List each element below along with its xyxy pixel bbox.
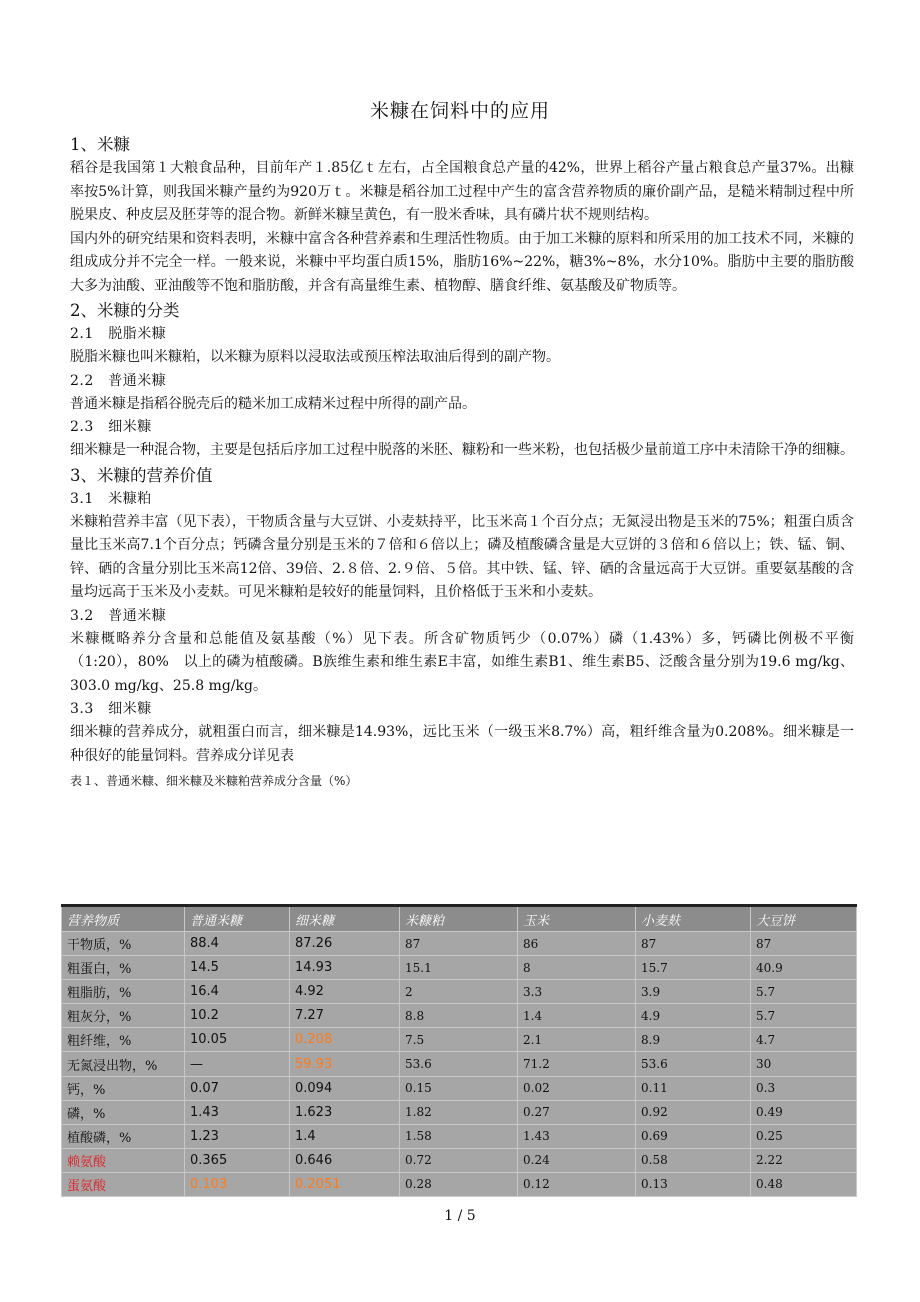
table-cell: 0.094	[290, 1076, 400, 1100]
table-cell: 1.4	[290, 1124, 400, 1148]
table-cell: 0.15	[400, 1076, 518, 1100]
section-2-2-heading: 2.2 普通米糠	[70, 372, 167, 389]
table-cell: 2.1	[518, 1028, 636, 1052]
table-cell: 10.2	[185, 1004, 290, 1028]
row-label: 磷，%	[62, 1100, 185, 1124]
section-3-2-text: 米糠概略养分含量和总能值及氨基酸（%）见下表。所含矿物质钙少（0.07%）磷（1.43%）多，钙磷比例极不平衡（1:20），80% 以上的磷为植酸磷。B族维生素和维生素E丰富，如维生素B1、维生素B5、泛酸含量分别为19.6 mg/kg、303.0 mg/kg、25.8 mg/kg。	[70, 630, 854, 694]
section-2-1-heading: 2.1 脱脂米糠	[70, 326, 167, 342]
table-cell: 0.48	[751, 1172, 857, 1196]
section-3-1-heading: 3.1 米糠粕	[70, 490, 152, 507]
table-caption: 表１、普通米糠、细米糠及米糠粕营养成分含量（%）	[70, 774, 358, 788]
section-2-3-text: 细米糠是一种混合物，主要是包括后序加工过程中脱落的米胚、糠粉和一些米粉，也包括极少量前道工序中未清除干净的细糠。	[70, 442, 854, 458]
table-cell: 0.49	[751, 1100, 857, 1124]
table-cell: 0.25	[751, 1124, 857, 1148]
table-cell: 14.93	[290, 956, 400, 980]
table-cell: 4.7	[751, 1028, 857, 1052]
table-cell: 1.58	[400, 1124, 518, 1148]
table-row	[62, 1052, 857, 1076]
table-row	[62, 980, 857, 1004]
table-row	[62, 932, 857, 956]
table-cell: 14.5	[185, 956, 290, 980]
row-label: 粗蛋白，%	[62, 956, 185, 980]
row-label: 钙，%	[62, 1076, 185, 1100]
table-header-cell: 普通米糠	[185, 906, 290, 932]
table-cell-highlight: 59.93	[290, 1052, 400, 1076]
table-cell: 0.365	[185, 1148, 290, 1172]
table-cell: 1.43	[518, 1124, 636, 1148]
table-cell: 1.623	[290, 1100, 400, 1124]
table-cell: 5.7	[751, 1004, 857, 1028]
section-1-heading: 1、米糠	[70, 135, 130, 154]
row-label-highlight: 赖氨酸	[62, 1148, 185, 1172]
table-cell: 10.05	[185, 1028, 290, 1052]
table-cell: 4.9	[636, 1004, 751, 1028]
table-cell: 7.27	[290, 1004, 400, 1028]
table-cell: 1.43	[185, 1100, 290, 1124]
table-cell: 8	[518, 956, 636, 980]
table-cell: 87	[400, 932, 518, 956]
table-cell: 87	[751, 932, 857, 956]
page-indicator: 1 / 5	[444, 1208, 476, 1224]
table-row	[62, 1172, 857, 1196]
table-cell: 5.7	[751, 980, 857, 1004]
table-cell: —	[185, 1052, 290, 1076]
table-cell: 0.11	[636, 1076, 751, 1100]
table-header-cell: 玉米	[518, 906, 636, 932]
section-2-heading: 2、米糠的分类	[70, 301, 180, 320]
table-cell: 3.9	[636, 980, 751, 1004]
section-1-paragraph-2: 国内外的研究结果和资料表明，米糠中富含各种营养素和生理活性物质。由于加工米糠的原料和所采用的加工技术不同，米糠的组成成分并不完全一样。一般来说，米糠中平均蛋白质15%，脂肪16%~22%，糖3%~8%，水分10%。脂肪中主要的脂肪酸大多为油酸、亚油酸等不饱和脂肪酸，并含有高量维生素、植物醇、膳食纤维、氨基酸及矿物质等。	[70, 230, 854, 294]
table-header-cell: 营养物质	[62, 906, 185, 932]
table-header-cell: 大豆饼	[751, 906, 857, 932]
row-label: 无氮浸出物，%	[62, 1052, 185, 1076]
table-cell: 16.4	[185, 980, 290, 1004]
table-cell-highlight: 0.103	[185, 1172, 290, 1196]
row-label: 粗脂肪，%	[62, 980, 185, 1004]
table-cell: 0.72	[400, 1148, 518, 1172]
table-cell: 87	[636, 932, 751, 956]
table-cell: 0.12	[518, 1172, 636, 1196]
section-1-paragraph-1: 稻谷是我国第１大粮食品种，目前年产１.85亿ｔ左右，占全国粮食总产量的42%，世界上稻谷产量占粮食总产量37%。出糠率按5%计算，则我国米糠产量约为920万ｔ。米糠是稻谷加工过程中产生的富含营养物质的廉价副产品，是糙米精制过程中所脱果皮、种皮层及胚芽等的混合物。新鲜米糠呈黄色，有一股米香味，具有磷片状不规则结构。	[70, 160, 854, 223]
document-title: 米糠在饲料中的应用	[369, 100, 550, 122]
table-row	[62, 1076, 857, 1100]
section-2-1-text: 脱脂米糠也叫米糠粕，以米糠为原料以浸取法或预压榨法取油后得到的副产物。	[70, 349, 560, 365]
row-label-highlight: 蛋氨酸	[62, 1172, 185, 1196]
table-cell: 1.23	[185, 1124, 290, 1148]
section-3-3-heading: 3.3 细米糠	[70, 701, 152, 717]
section-3-2-heading: 3.2 普通米糠	[70, 607, 167, 624]
table-cell: 1.82	[400, 1100, 518, 1124]
table-row	[62, 1148, 857, 1172]
table-header-cell: 小麦麸	[636, 906, 751, 932]
table-cell: 0.58	[636, 1148, 751, 1172]
table-row	[62, 1100, 857, 1124]
table-cell: 0.02	[518, 1076, 636, 1100]
table-cell: 0.07	[185, 1076, 290, 1100]
table-cell: 15.1	[400, 956, 518, 980]
nutrition-table	[61, 904, 857, 1197]
table-cell: 0.646	[290, 1148, 400, 1172]
table-cell: 0.69	[636, 1124, 751, 1148]
table-cell: 1.4	[518, 1004, 636, 1028]
table-cell: 53.6	[400, 1052, 518, 1076]
section-3-3-text: 细米糠的营养成分，就粗蛋白而言，细米糠是14.93%，远比玉米（一级玉米8.7%）高，粗纤维含量为0.208%。细米糠是一种很好的能量饲料。营养成分详见表	[70, 724, 854, 764]
table-cell: 0.13	[636, 1172, 751, 1196]
table-cell: 2	[400, 980, 518, 1004]
table-cell: 8.9	[636, 1028, 751, 1052]
table-cell: 40.9	[751, 956, 857, 980]
table-header-cell: 细米糠	[290, 906, 400, 932]
table-cell: 8.8	[400, 1004, 518, 1028]
table-cell: 0.3	[751, 1076, 857, 1100]
table-header-row	[62, 906, 857, 932]
section-2-2-text: 普通米糠是指稻谷脱壳后的糙米加工成精米过程中所得的副产品。	[70, 395, 476, 412]
section-3-1-text: 米糠粕营养丰富（见下表），干物质含量与大豆饼、小麦麸持平，比玉米高１个百分点；无氮浸出物是玉米的75%；粗蛋白质含量比玉米高7.1个百分点；钙磷含量分别是玉米的７倍和６倍以上；磷及植酸磷含量是大豆饼的３倍和６倍以上；铁、锰、铜、锌、硒的含量分别比玉米高12倍、39倍、2.８倍、2.９倍、５倍。其中铁、锰、锌、硒的含量远高于大豆饼。重要氨基酸的含量均远高于玉米及小麦麸。可见米糠粕是较好的能量饲料，且价格低于玉米和小麦麸。	[70, 513, 854, 600]
table-row	[62, 1028, 857, 1052]
table-cell-highlight: 0.208	[290, 1028, 400, 1052]
table-row	[62, 1004, 857, 1028]
table-cell: 15.7	[636, 956, 751, 980]
section-2-3-heading: 2.3 细米糠	[70, 419, 152, 435]
row-label: 干物质，%	[62, 932, 185, 956]
table-cell: 86	[518, 932, 636, 956]
table-cell: 88.4	[185, 932, 290, 956]
table-cell: 71.2	[518, 1052, 636, 1076]
table-cell: 53.6	[636, 1052, 751, 1076]
table-header-cell: 米糠粕	[400, 906, 518, 932]
table-cell: 0.24	[518, 1148, 636, 1172]
table-cell: 0.92	[636, 1100, 751, 1124]
table-row	[62, 1124, 857, 1148]
table-cell: 2.22	[751, 1148, 857, 1172]
row-label: 粗灰分，%	[62, 1004, 185, 1028]
section-3-heading: 3、米糠的营养价值	[70, 465, 213, 485]
table-cell-highlight: 0.2051	[290, 1172, 400, 1196]
table-cell: 0.27	[518, 1100, 636, 1124]
row-label: 粗纤维，%	[62, 1028, 185, 1052]
table-cell: 3.3	[518, 980, 636, 1004]
table-cell: 30	[751, 1052, 857, 1076]
table-cell: 0.28	[400, 1172, 518, 1196]
table-row	[62, 956, 857, 980]
document-body	[70, 132, 854, 791]
table-cell: 4.92	[290, 980, 400, 1004]
table-cell: 7.5	[400, 1028, 518, 1052]
row-label: 植酸磷，%	[62, 1124, 185, 1148]
table-cell: 87.26	[290, 932, 400, 956]
